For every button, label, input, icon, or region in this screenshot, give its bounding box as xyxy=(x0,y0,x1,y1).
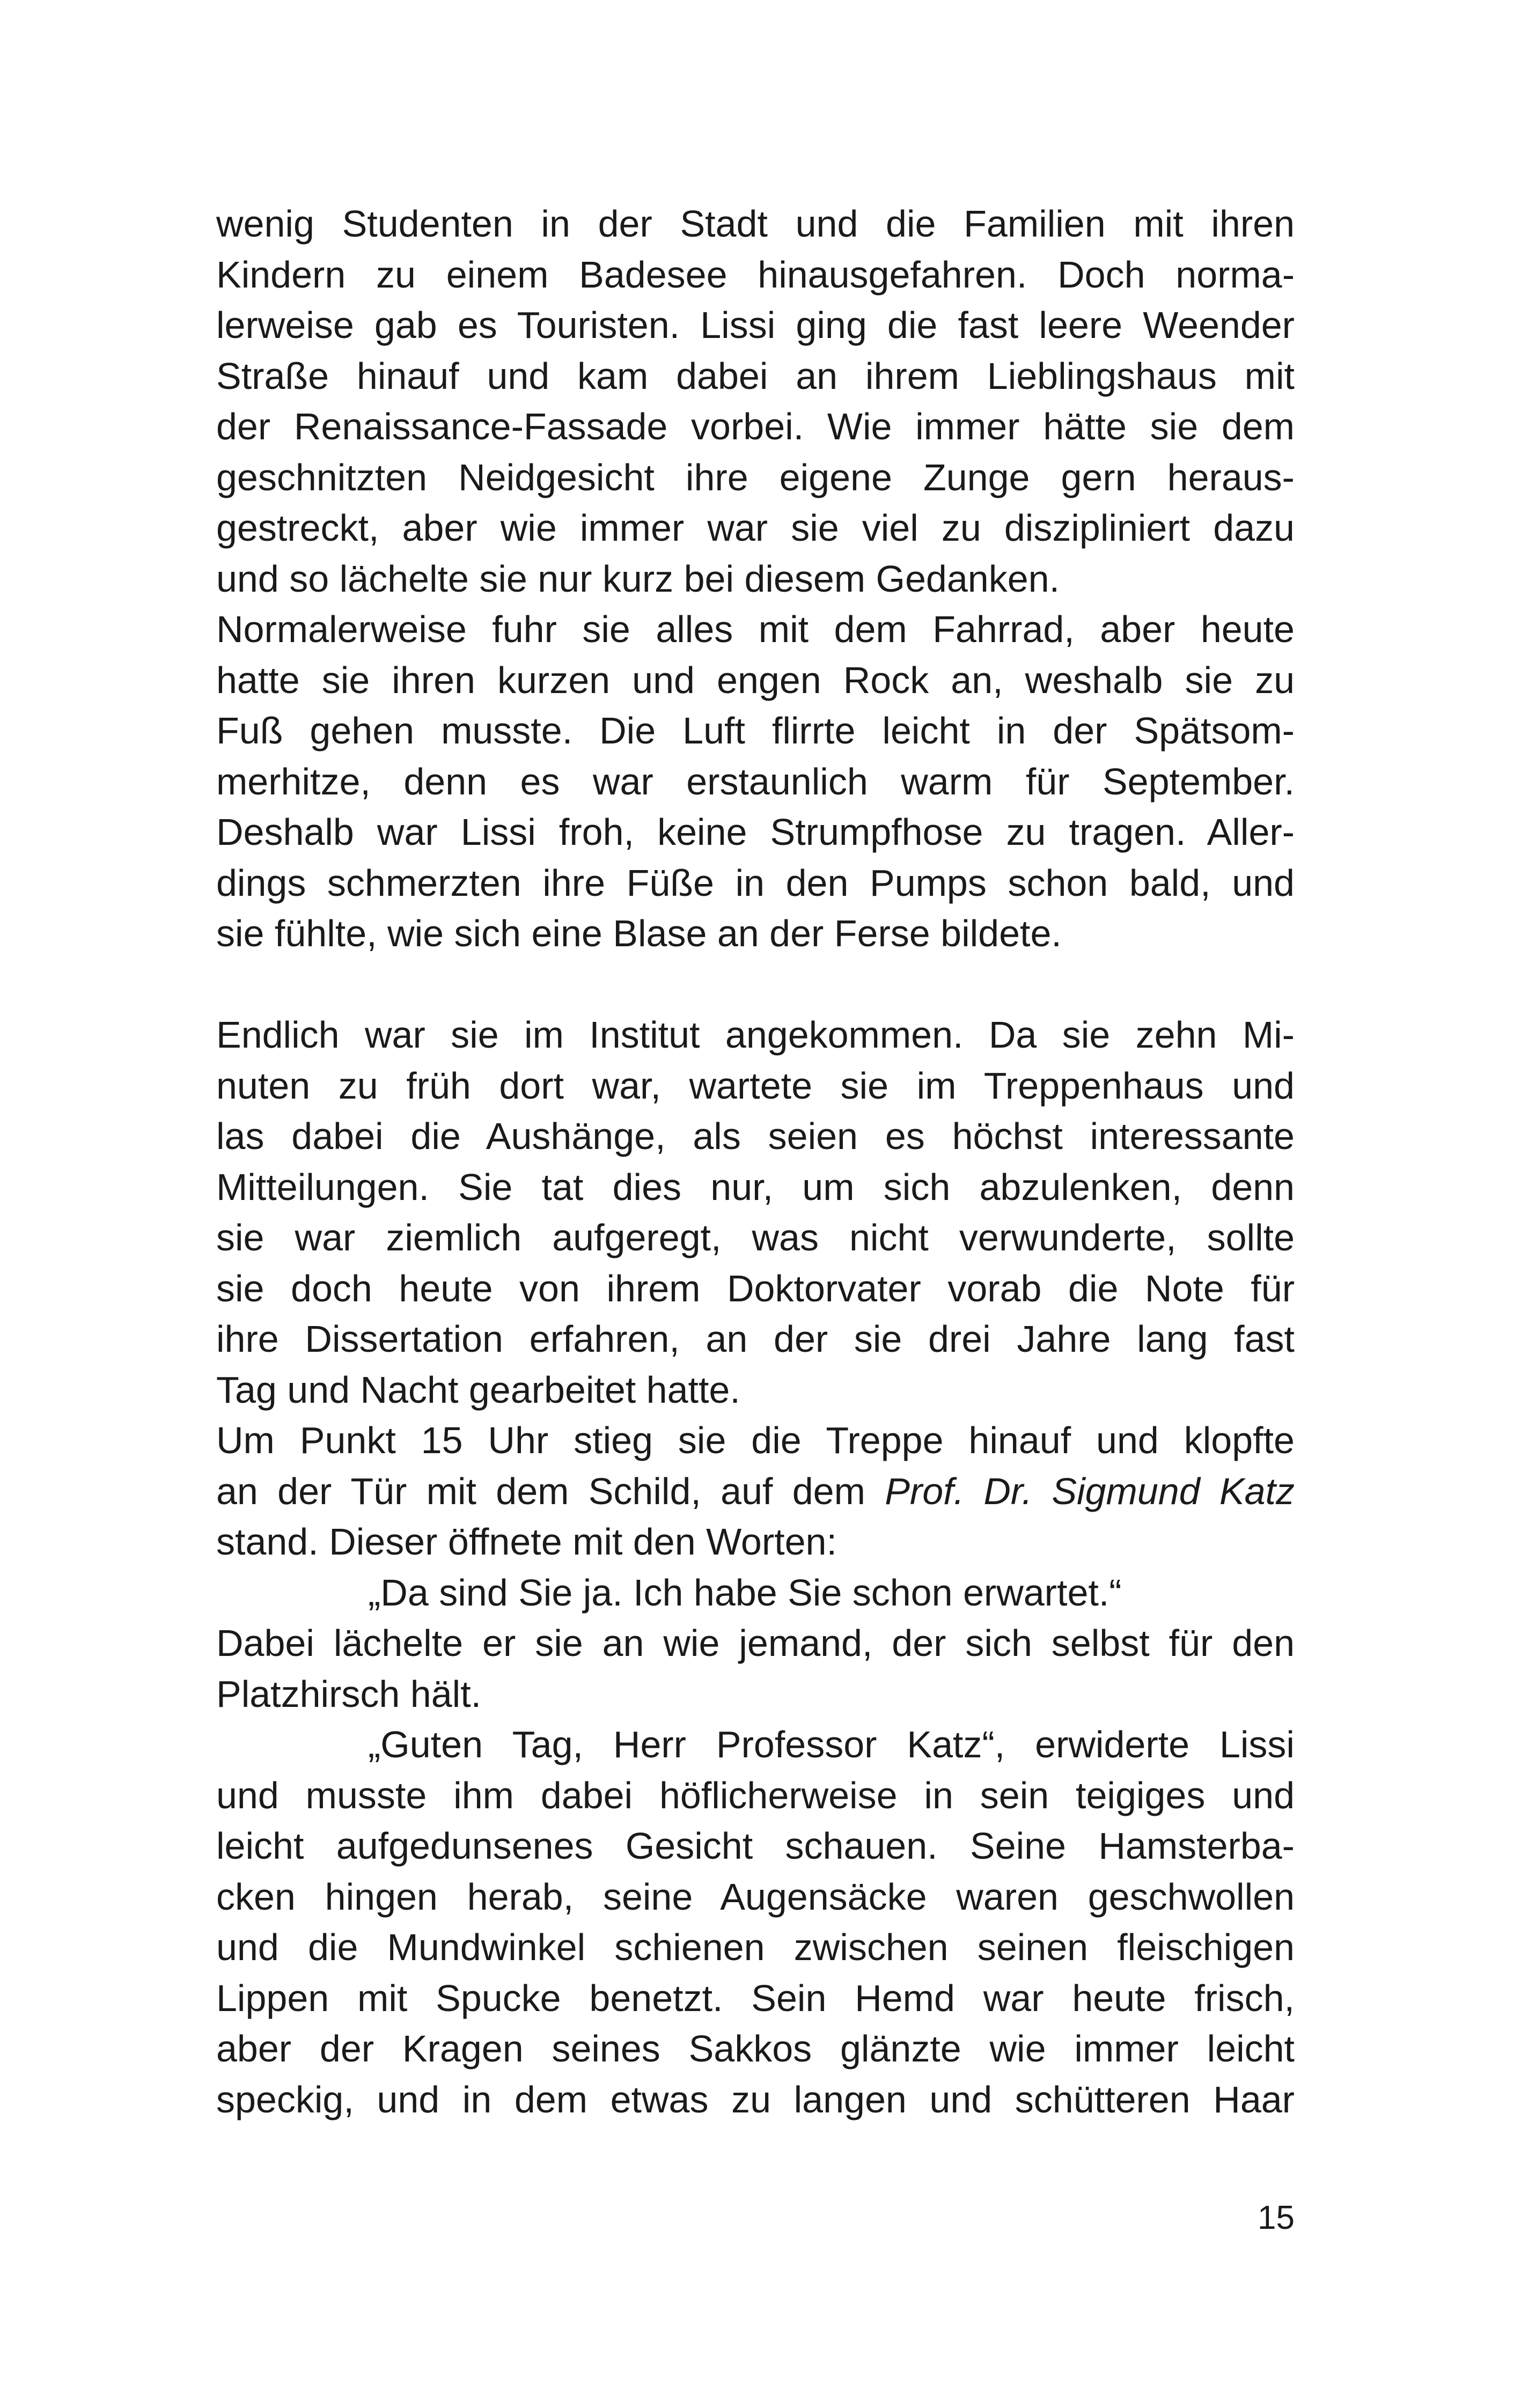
text-line: ihre Dissertation erfahren, an der sie drei Jahre lang fast xyxy=(216,1318,1295,1360)
professor-name: Prof. Dr. Sigmund Katz xyxy=(885,1470,1295,1512)
text-line: der Renaissance-Fassade vorbei. Wie immer hätte sie dem xyxy=(216,406,1295,447)
text-line: cken hingen herab, seine Augensäcke waren geschwollen xyxy=(216,1875,1295,1918)
body-text xyxy=(216,198,1295,2125)
text-line: Endlich war sie im Institut angekommen. Da sie zehn Mi- xyxy=(216,1014,1295,1056)
text-line: Lippen mit Spucke benetzt. Sein Hemd war heute frisch, xyxy=(216,1977,1295,2019)
text-line: und die Mundwinkel schienen zwischen seinen fleischigen xyxy=(216,1926,1295,1968)
text-line: hatte sie ihren kurzen und engen Rock an, weshalb sie zu xyxy=(216,659,1295,701)
text-line: Fuß gehen musste. Die Luft flirrte leicht in der Spätsom- xyxy=(216,710,1295,752)
text-line: geschnitzten Neidgesicht ihre eigene Zunge gern heraus- xyxy=(216,456,1295,498)
text-line: dings schmerzten ihre Füße in den Pumps schon bald, und xyxy=(216,861,1295,904)
text-line: lerweise gab es Touristen. Lissi ging die fast leere Weender xyxy=(216,304,1295,346)
text-line: Tag und Nacht gearbeitet hatte. xyxy=(216,1368,740,1411)
text-line: nuten zu früh dort war, wartete sie im Treppenhaus und xyxy=(216,1064,1295,1107)
text-line: Platzhirsch hält. xyxy=(216,1673,482,1715)
text-line: und musste ihm dabei höflicherweise in sein teigiges und xyxy=(216,1774,1295,1816)
text-line: Mitteilungen. Sie tat dies nur, um sich abzulenken, denn xyxy=(216,1166,1295,1208)
text-line: Straße hinauf und kam dabei an ihrem Lieblingshaus mit xyxy=(216,355,1295,397)
text-line: und so lächelte sie nur kurz bei diesem Gedanken. xyxy=(216,557,1060,600)
text-segment: an der Tür mit dem Schild, auf dem xyxy=(216,1470,885,1512)
text-line: Dabei lächelte er sie an wie jemand, der sich selbst für den xyxy=(216,1622,1295,1664)
text-line: las dabei die Aushänge, als seien es höchst interessante xyxy=(216,1115,1295,1157)
text-line: wenig Studenten in der Stadt und die Familien mit ihren xyxy=(216,203,1295,245)
page-number: 15 xyxy=(1258,2199,1295,2236)
text-line: sie doch heute von ihrem Doktorvater vorab die Note für xyxy=(216,1267,1295,1309)
dialogue-line: „Da sind Sie ja. Ich habe Sie schon erwartet.“ xyxy=(368,1571,1122,1614)
dialogue-line: „Guten Tag, Herr Professor Katz“, erwiderte Lissi xyxy=(368,1724,1295,1765)
text-line: aber der Kragen seines Sakkos glänzte wie immer leicht xyxy=(216,2028,1295,2070)
text-line: Deshalb war Lissi froh, keine Strumpfhose zu tragen. Aller- xyxy=(216,811,1295,853)
text-line: gestreckt, aber wie immer war sie viel zu diszipliniert dazu xyxy=(216,507,1295,549)
text-line: merhitze, denn es war erstaunlich warm für September. xyxy=(216,760,1295,802)
text-line: sie war ziemlich aufgeregt, was nicht verwunderte, sollte xyxy=(216,1217,1295,1258)
text-line: Normalerweise fuhr sie alles mit dem Fahrrad, aber heute xyxy=(216,608,1295,650)
text-line: Kindern zu einem Badesee hinausgefahren. Doch norma- xyxy=(216,253,1295,296)
text-line: stand. Dieser öffnete mit den Worten: xyxy=(216,1521,837,1563)
text-line-with-name xyxy=(216,1466,1295,1517)
paragraph-gap xyxy=(216,959,1295,1010)
text-line: leicht aufgedunsenes Gesicht schauen. Seine Hamsterba- xyxy=(216,1825,1295,1867)
text-line: Um Punkt 15 Uhr stieg sie die Treppe hinauf und klopfte xyxy=(216,1419,1295,1461)
text-line: speckig, und in dem etwas zu langen und schütteren Haar xyxy=(216,2078,1295,2120)
text-line: sie fühlte, wie sich eine Blase an der Ferse bildete. xyxy=(216,912,1062,954)
